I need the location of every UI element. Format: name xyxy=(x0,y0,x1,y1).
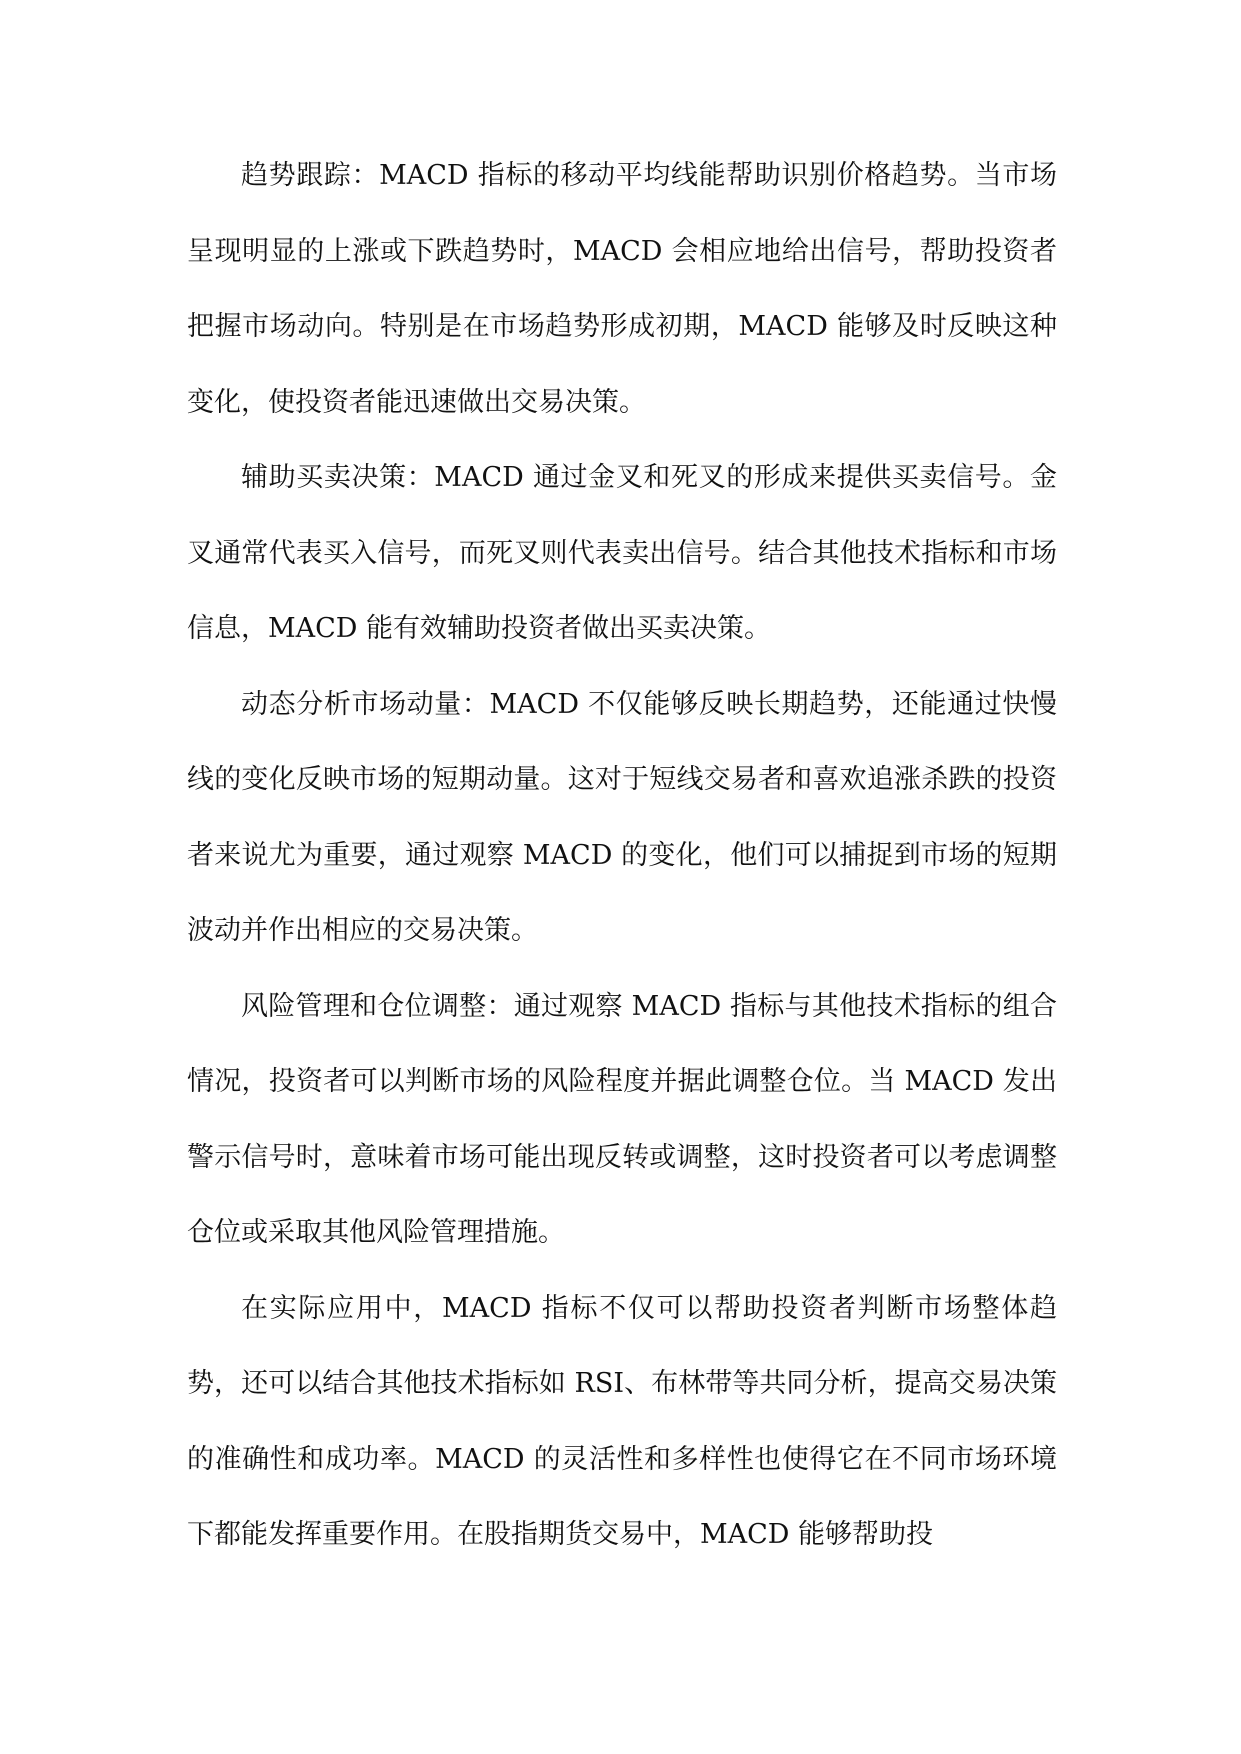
paragraph-practical-application: 在实际应用中，MACD 指标不仅可以帮助投资者判断市场整体趋势，还可以结合其他技术指标如 RSI、布林带等共同分析，提高交易决策的准确性和成功率。MACD 的灵活性和多样性也使得它在不同市场环境下都能发挥重要作用。在股指期货交易中，MACD 能够帮助投 xyxy=(187,1292,1057,1550)
document-body xyxy=(187,138,1057,1573)
paragraph-momentum-analysis: 动态分析市场动量：MACD 不仅能够反映长期趋势，还能通过快慢线的变化反映市场的短期动量。这对于短线交易者和喜欢追涨杀跌的投资者来说尤为重要，通过观察 MACD 的变化，他们可以捕捉到市场的短期波动并作出相应的交易决策。 xyxy=(187,688,1057,946)
paragraph-risk-management: 风险管理和仓位调整：通过观察 MACD 指标与其他技术指标的组合情况，投资者可以判断市场的风险程度并据此调整仓位。当 MACD 发出警示信号时，意味着市场可能出现反转或调整，这时投资者可以考虑调整仓位或采取其他风险管理措施。 xyxy=(187,990,1057,1248)
paragraph-trend-tracking: 趋势跟踪：MACD 指标的移动平均线能帮助识别价格趋势。当市场呈现明显的上涨或下跌趋势时，MACD 会相应地给出信号，帮助投资者把握市场动向。特别是在市场趋势形成初期，MACD 能够及时反映这种变化，使投资者能迅速做出交易决策。 xyxy=(187,160,1057,418)
paragraph-trading-decisions: 辅助买卖决策：MACD 通过金叉和死叉的形成来提供买卖信号。金叉通常代表买入信号，而死叉则代表卖出信号。结合其他技术指标和市场信息，MACD 能有效辅助投资者做出买卖决策。 xyxy=(187,462,1057,644)
